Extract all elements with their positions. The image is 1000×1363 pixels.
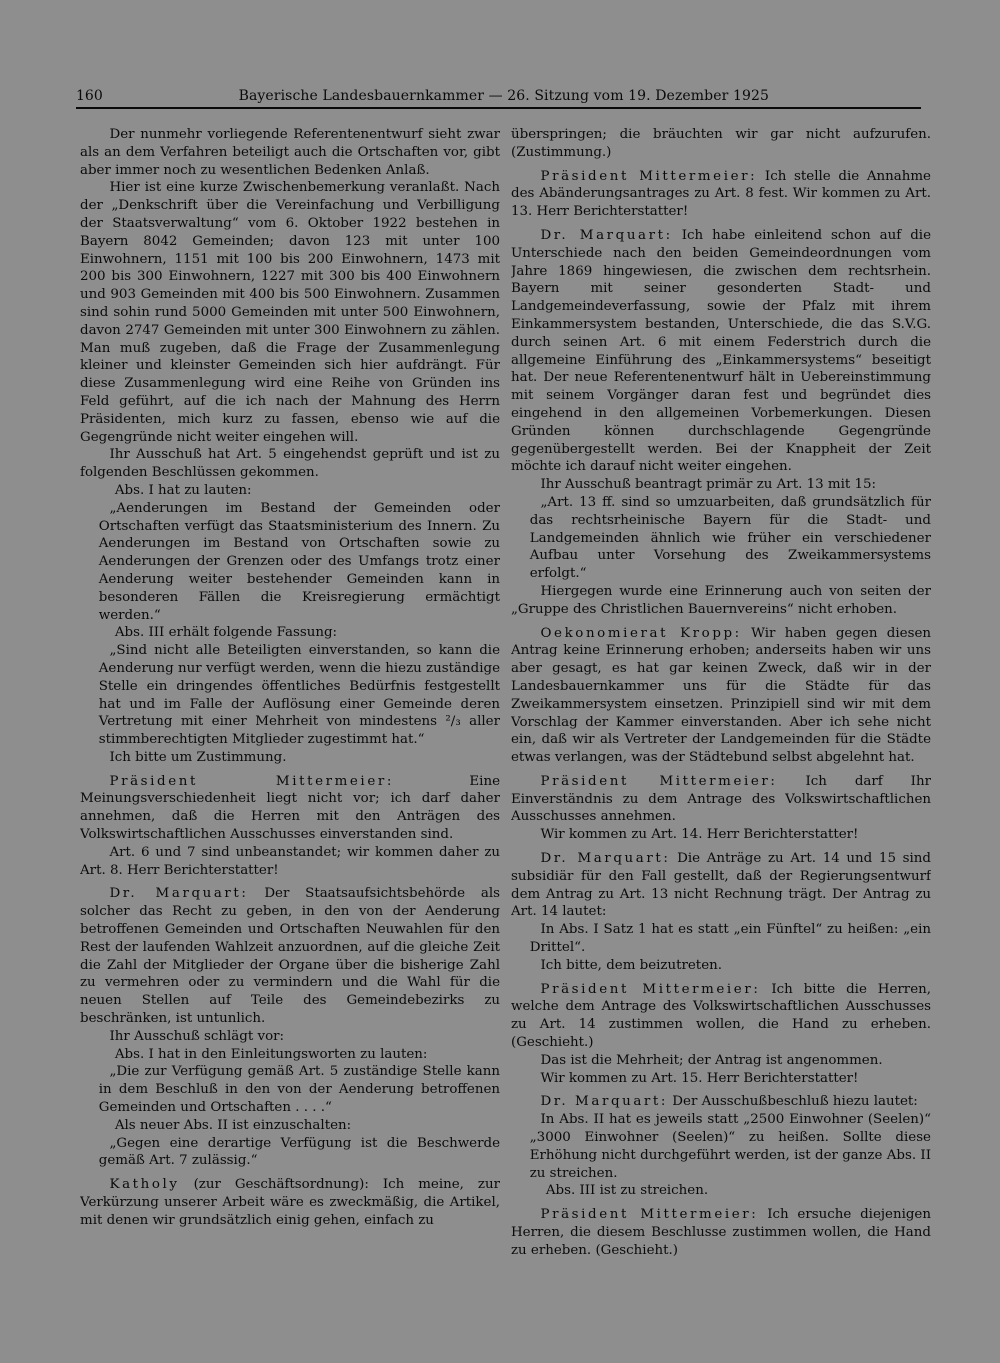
paragraph: Wir kommen zu Art. 15. Herr Berichterstatter! — [540, 1070, 859, 1086]
quoted-amendment: In Abs. I Satz 1 hat es statt „ein Fünftel“ zu heißen: „ein Drittel“. — [529, 922, 931, 956]
paragraph: Ihr Ausschuß schlägt vor: — [109, 1028, 285, 1044]
speech-text: Eine Meinungsverschiedenheit liegt nicht vor; ich darf daher annehmen, daß die Herren mit den Anträgen des Volkswirtschaftlichen Ausschusses einverstanden sind. — [80, 773, 500, 843]
paragraph: Hiergegen wurde eine Erinnerung auch von seiten der „Gruppe des Christlichen Bauernvereins“ nicht erhoben. — [511, 583, 931, 617]
subheading-paragraph: Abs. III ist zu streichen. — [545, 1183, 709, 1199]
header-rule — [76, 107, 921, 109]
quoted-amendment: „Gegen eine derartige Verfügung ist die Beschwerde gemäß Art. 7 zulässig.“ — [98, 1135, 500, 1169]
speech-text: Ich ersuche diejenigen Herren, die diesem Beschlusse zustimmen wollen, die Hand zu erheben. (Geschieht.) — [511, 1207, 931, 1258]
continued-paragraph: überspringen; die bräuchten wir gar nicht aufzurufen. (Zustimmung.) — [511, 127, 931, 160]
paragraph: Ihr Ausschuß hat Art. 5 eingehendst geprüft und ist zu folgenden Beschlüssen gekommen. — [80, 447, 500, 481]
speaker-paragraph — [511, 1093, 931, 1111]
speech-text: Der Staatsaufsichtsbehörde als solcher das Recht zu geben, in den von der Aenderung betroffenen Gemeinden und Ortschaften Neuwahlen für den Rest der laufenden Wahlzeit anzuordnen, auf die gleiche Zeit die Zahl der Mitglieder der Organe über die bisherige Zahl zu vermehren oder zu vermindern und die Wahl für die neuen Stellen auf Teile des Gemeindebezirks zu beschränken, ist untunlich. — [80, 886, 500, 1027]
speaker-paragraph — [80, 1176, 500, 1229]
speaker-paragraph — [511, 850, 931, 921]
speaker-name: Präsident Mittermeier: — [109, 773, 394, 789]
speaker-paragraph — [80, 885, 500, 1027]
page-number: 160 — [76, 88, 103, 104]
speech-text: Ich habe einleitend schon auf die Unterschiede nach den beiden Gemeindeordnungen vom Jahre 1869 hingewiesen, die zwischen dem rechtsrhein. Bayern mit seiner gesonderten Stadt- und Landgemeindeverfassung, sowie der Pfalz mit ihrem Einkammersystem bestanden, Unterschiede, die das S.V.G. durch seinen Art. 6 mit einem Federstrich durch die allgemeine Einführung des „Einkammersystems“ beseitigt hat. Der neue Referentenentwurf hält in Uebereinstimmung mit seinem Vorgänger daran fest und begründet dies eingehend in den allgemeinen Vorbemerkungen. Diesen Gründen können durchschlagende Gegengründe gegenübergestellt werden. Bei der Knappheit der Zeit möchte ich darauf nicht weiter eingehen. — [511, 227, 931, 475]
quoted-amendment: „Aenderungen im Bestand der Gemeinden oder Ortschaften verfügt das Staatsministerium des Innern. Zu Aenderungen im Bestand von Ortschaften sowie zu Aenderungen der Grenzen oder des Umfangs trotz einer Aenderung weiter bestehender Gemeinden kann in besonderen Fällen die Kreisregierung ermächtigt werden.“ — [98, 500, 500, 623]
page-header — [76, 86, 769, 106]
speaker-name: Präsident Mittermeier: — [540, 168, 758, 184]
paragraph: Der nunmehr vorliegende Referentenentwurf sieht zwar als an dem Verfahren beteiligt auch die Ortschaften vor, gibt aber immer noch zu wesentlichen Bedenken Anlaß. — [80, 127, 500, 178]
paragraph: Ich bitte um Zustimmung. — [109, 749, 287, 765]
subheading-paragraph: Als neuer Abs. II ist einzuschalten: — [114, 1117, 352, 1133]
running-title: Bayerische Landesbauernkammer — 26. Sitzung vom 19. Dezember 1925 — [238, 88, 769, 104]
quoted-amendment: In Abs. II hat es jeweils statt „2500 Einwohner (Seelen)“ „3000 Einwohner (Seelen)“ zu heißen. Sollte diese Erhöhung nicht durchgeführt werden, ist der ganze Abs. II zu streichen. — [529, 1112, 931, 1181]
subheading-paragraph: Abs. III erhält folgende Fassung: — [114, 625, 338, 641]
speech-text: Wir haben gegen diesen Antrag keine Erinnerung erhoben; anderseits haben wir uns aber gesagt, es hat gar keinen Zweck, daß wir in der Landesbauernkammer uns für die Städte für das Zweikammersystem einsetzen. Prinzipiell sind wir mit dem Vorschlag der Kammer einverstanden. Aber ich sehe nicht ein, daß wir als Vertreter der Landgemeinden für die Städte etwas verlangen, was der Städtebund selbst abgelehnt hat. — [511, 625, 931, 766]
quoted-amendment: „Art. 13 ff. sind so umzuarbeiten, daß grundsätzlich für das rechtsrheinische Bayern für die Stadt- und Landgemeinden ähnlich wie früher ein verschiedener Aufbau unter Vorsehung des Zweikammersystems erfolgt.“ — [529, 494, 931, 582]
paragraph: Art. 6 und 7 sind unbeanstandet; wir kommen daher zu Art. 8. Herr Berichterstatter! — [80, 844, 500, 878]
speech-text: (zur Geschäftsordnung): Ich meine, zur Verkürzung unserer Arbeit wäre es zweckmäßig, die Artikel, mit denen wir grundsätzlich einig gehen, einfach zu — [80, 1177, 500, 1228]
speaker-paragraph — [80, 773, 500, 844]
speaker-name: Präsident Mittermeier: — [540, 773, 778, 789]
paragraph: Hier ist eine kurze Zwischenbemerkung veranlaßt. Nach der „Denkschrift über die Vereinfachung und Verbilligung der Staatsverwaltung“ vom 6. Oktober 1922 bestehen in Bayern 8042 Gemeinden; davon 123 mit unter 100 Einwohnern, 1151 mit 100 bis 200 Einwohnern, 1473 mit 200 bis 300 Einwohnern, 1227 mit 300 bis 400 Einwohnern und 903 Gemeinden mit 400 bis 500 Einwohnern. Zusammen sind sohin rund 5000 Gemeinden mit unter 500 Einwohnern, davon 2747 Gemeinden mit unter 300 Einwohnern zu zählen. Man muß zugeben, daß die Frage der Zusammenlegung kleiner und kleinster Gemeinden sich hier aufdrängt. Für diese Zusammenlegung wird eine Reihe von Gründen ins Feld geführt, auf die ich nach der Mahnung des Herrn Präsidenten, mich kurz zu fassen, ebenso wie auf die Gegengründe nicht weiter eingehen will. — [80, 180, 500, 445]
speaker-paragraph — [511, 625, 931, 767]
speaker-paragraph — [511, 1206, 931, 1259]
speech-text: Der Ausschußbeschluß hiezu lautet: — [672, 1094, 918, 1110]
speaker-name: Katholy — [109, 1177, 180, 1193]
speaker-name: Präsident Mittermeier: — [540, 981, 761, 997]
speech-text: Ich stelle die Annahme des Abänderungsantrages zu Art. 8 fest. Wir kommen zu Art. 13. Herr Berichterstatter! — [511, 168, 931, 220]
quoted-amendment: „Die zur Verfügung gemäß Art. 5 zuständige Stelle kann in dem Beschluß in den von der Aenderung betroffenen Gemeinden und Ortschaften . . . .“ — [98, 1064, 500, 1116]
speech-text: Ich darf Ihr Einverständnis zu dem Antrage des Volkswirtschaftlichen Ausschusses annehmen. — [511, 773, 931, 825]
speaker-name: Dr. Marquart: — [540, 227, 673, 243]
speaker-paragraph — [511, 981, 931, 1052]
speech-text: Die Anträge zu Art. 14 und 15 sind subsidiär für den Fall gestellt, daß der Regierungsentwurf dem Antrag zu Art. 13 nicht Rechnung trägt. Der Antrag zu Art. 14 lautet: — [511, 851, 931, 920]
speech-text: Ich bitte die Herren, welche dem Antrage des Volkswirtschaftlichen Ausschusses zu Art. 14 zustimmen wollen, die Hand zu erheben. (Geschieht.) — [511, 981, 931, 1051]
speaker-paragraph — [511, 168, 931, 221]
speaker-name: Präsident Mittermeier: — [540, 1207, 759, 1223]
paragraph: Ich bitte, dem beizutreten. — [540, 957, 722, 973]
paragraph: Ihr Ausschuß beantragt primär zu Art. 13 mit 15: — [540, 477, 877, 493]
quoted-amendment: „Sind nicht alle Beteiligten einverstanden, so kann die Aenderung nur verfügt werden, wenn die hiezu zuständige Stelle ein dringendes öffentliches Bedürfnis festgestellt hat und im Falle der Auflösung einer Gemeinde deren Vertretung mit einer Mehrheit von mindestens ²/₃ aller stimmberechtigten Mitglieder zugestimmt hat.“ — [98, 643, 500, 748]
subheading-paragraph: Abs. I hat zu lauten: — [114, 482, 252, 498]
speaker-paragraph — [511, 773, 931, 826]
speaker-name: Dr. Marquart: — [540, 1094, 669, 1110]
paragraph: Wir kommen zu Art. 14. Herr Berichterstatter! — [540, 827, 859, 843]
paragraph: Das ist die Mehrheit; der Antrag ist angenommen. — [540, 1052, 883, 1068]
speaker-paragraph — [511, 227, 931, 476]
subheading-paragraph: Abs. I hat in den Einleitungsworten zu lauten: — [114, 1046, 428, 1062]
right-column — [511, 126, 931, 1276]
speaker-name: Oekonomierat Kropp: — [540, 625, 742, 641]
speaker-name: Dr. Marquart: — [540, 851, 671, 867]
left-column — [80, 126, 500, 1276]
speaker-name: Dr. Marquart: — [109, 886, 249, 902]
